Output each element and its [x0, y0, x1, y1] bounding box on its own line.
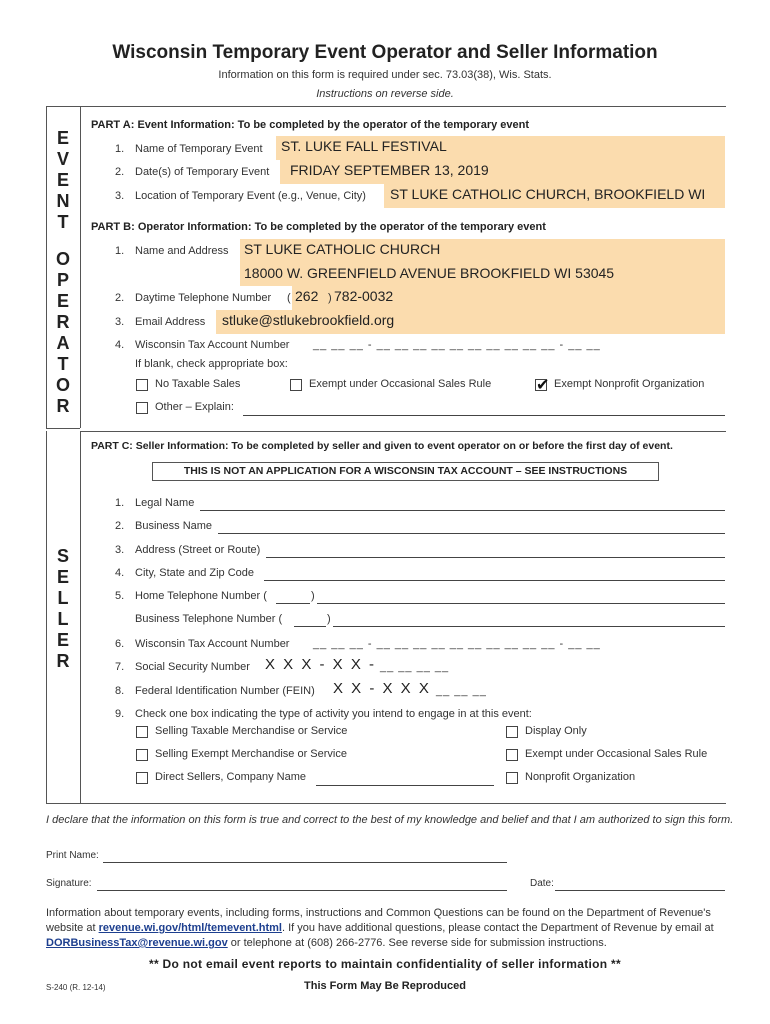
phone-open-paren: (	[287, 292, 291, 304]
direct-sellers-checkbox[interactable]	[136, 772, 148, 784]
date-label: Date:	[530, 878, 554, 889]
business-phone-area-input[interactable]	[294, 626, 326, 627]
event-name-field[interactable]	[276, 136, 725, 160]
event-date-number: 2.	[115, 166, 125, 178]
no-taxable-sales-checkbox[interactable]	[136, 379, 148, 391]
fein-label: Federal Identification Number (FEIN)	[135, 685, 315, 697]
occasional-sales-checkbox[interactable]	[290, 379, 302, 391]
event-location-number: 3.	[115, 190, 125, 202]
home-phone-close-paren: )	[311, 590, 315, 602]
display-only-label: Display Only	[525, 725, 587, 737]
event-date-field[interactable]	[280, 160, 725, 184]
occasional-sales-label: Exempt under Occasional Sales Rule	[309, 378, 492, 390]
check-mark-icon: ✔	[536, 377, 550, 394]
seller-nonprofit-checkbox[interactable]	[506, 772, 518, 784]
not-application-notice: THIS IS NOT AN APPLICATION FOR A WISCONSIN TAX ACCOUNT – SEE INSTRUCTIONS	[152, 462, 659, 481]
display-only-checkbox[interactable]	[506, 726, 518, 738]
other-explain-input[interactable]	[243, 415, 725, 416]
event-sidebar-label: E V E N T	[56, 128, 70, 232]
info-paragraph	[46, 906, 736, 951]
seller-tax-number: 6.	[115, 638, 125, 650]
ssn-label: Social Security Number	[135, 661, 250, 673]
operator-phone-label: Daytime Telephone Number	[135, 292, 272, 304]
nonprofit-checkbox[interactable]	[535, 377, 550, 394]
operator-name-label: Name and Address	[135, 245, 229, 257]
taxable-merch-checkbox[interactable]	[136, 726, 148, 738]
seller-sidebar-label: S E L L E R	[56, 546, 70, 671]
legal-name-label: Legal Name	[135, 497, 195, 509]
left-rule-bottom	[46, 431, 47, 803]
city-state-zip-input[interactable]	[264, 580, 725, 581]
business-phone-label: Business Telephone Number (	[135, 613, 283, 625]
part-b-heading: PART B: Operator Information: To be completed by the operator of the temporary event	[91, 221, 546, 233]
left-rule-top	[46, 106, 47, 428]
ssn-mask: X X X - X X -	[265, 656, 377, 673]
business-phone-close-paren: )	[327, 613, 331, 625]
operator-email-label: Email Address	[135, 316, 206, 328]
fein-number: 8.	[115, 685, 125, 697]
form-number: S-240 (R. 12-14)	[46, 983, 106, 992]
fein-input[interactable]: __ __ __	[436, 685, 487, 697]
part-a-heading: PART A: Event Information: To be completed by the operator of the temporary event	[91, 119, 530, 131]
seller-occasional-label: Exempt under Occasional Sales Rule	[525, 748, 708, 760]
print-name-label: Print Name:	[46, 850, 99, 861]
signature-input[interactable]	[97, 890, 507, 891]
other-label: Other – Explain:	[155, 401, 234, 413]
operator-tax-input[interactable]: __ __ __ - __ __ __ __ __ __ __ __ __ __ - __ __	[313, 339, 601, 351]
section-divider	[80, 431, 726, 432]
seller-tax-label: Wisconsin Tax Account Number	[135, 638, 290, 650]
operator-name-value: ST LUKE CATHOLIC CHURCH	[244, 241, 441, 257]
event-name-label: Name of Temporary Event	[135, 143, 263, 155]
seller-occasional-checkbox[interactable]	[506, 749, 518, 761]
info-text-1: Information about temporary events, including forms, instructions and Common Questions can be found on the Department of Revenue's website at	[46, 907, 711, 934]
nonprofit-label: Exempt Nonprofit Organization	[554, 378, 705, 390]
fein-mask: X X - X X X	[333, 680, 431, 697]
form-subtitle: Information on this form is required under sec. 73.03(38), Wis. Stats.	[218, 69, 552, 81]
operator-address-field[interactable]	[240, 239, 725, 286]
company-name-input[interactable]	[316, 785, 494, 786]
event-date-value: FRIDAY SEPTEMBER 13, 2019	[290, 162, 489, 178]
operator-phone-field[interactable]	[292, 286, 725, 310]
print-name-input[interactable]	[103, 862, 507, 863]
event-name-number: 1.	[115, 143, 125, 155]
seller-tax-input[interactable]: __ __ __ - __ __ __ __ __ __ __ __ __ __ - __ __	[313, 638, 601, 650]
home-phone-label: Home Telephone Number (	[135, 590, 267, 602]
operator-tax-label: Wisconsin Tax Account Number	[135, 339, 290, 351]
event-location-field[interactable]	[384, 184, 725, 208]
operator-phone-number-label-num: 2.	[115, 292, 125, 304]
direct-sellers-label: Direct Sellers, Company Name	[155, 771, 306, 783]
operator-address-value: 18000 W. GREENFIELD AVENUE BROOKFIELD WI 53045	[244, 265, 615, 281]
legal-name-number: 1.	[115, 497, 125, 509]
event-name-value: ST. LUKE FALL FESTIVAL	[281, 138, 447, 154]
sidebar-rule-top	[80, 106, 81, 428]
operator-email-field[interactable]	[216, 310, 725, 334]
event-location-label: Location of Temporary Event (e.g., Venue, City)	[135, 190, 366, 202]
sidebar-rule-bottom	[80, 431, 81, 803]
info-text-2: . If you have additional questions, please contact the Department of Revenue by email at	[281, 922, 714, 934]
city-state-zip-number: 4.	[115, 567, 125, 579]
email-link[interactable]: DORBusinessTax@revenue.wi.gov	[46, 937, 228, 949]
operator-tax-number: 4.	[115, 339, 125, 351]
operator-phone-area: 262	[295, 288, 319, 304]
part-c-heading: PART C: Seller Information: To be completed by seller and given to event operator on or before the first day of event.	[91, 440, 673, 452]
event-date-label: Date(s) of Temporary Event	[135, 166, 270, 178]
top-rule	[46, 106, 726, 107]
operator-email-number: 3.	[115, 316, 125, 328]
business-name-number: 2.	[115, 520, 125, 532]
address-input[interactable]	[266, 557, 725, 558]
business-phone-input[interactable]	[333, 626, 725, 627]
event-location-value: ST LUKE CATHOLIC CHURCH, BROOKFIELD WI	[390, 186, 706, 202]
phone-close-paren: )	[328, 292, 332, 304]
section-divider-left	[46, 428, 80, 429]
home-phone-input[interactable]	[317, 603, 725, 604]
exempt-merch-checkbox[interactable]	[136, 749, 148, 761]
business-name-input[interactable]	[218, 533, 725, 534]
form-title: Wisconsin Temporary Event Operator and Seller Information	[112, 42, 658, 63]
legal-name-input[interactable]	[200, 510, 725, 511]
date-input[interactable]	[555, 890, 725, 891]
seller-nonprofit-label: Nonprofit Organization	[525, 771, 636, 783]
if-blank-label: If blank, check appropriate box:	[135, 358, 288, 370]
address-label: Address (Street or Route)	[135, 544, 261, 556]
address-number: 3.	[115, 544, 125, 556]
confidentiality-warning: ** Do not email event reports to maintain confidentiality of seller information **	[148, 957, 621, 971]
operator-email-value: stluke@stlukebrookfield.org	[222, 312, 395, 328]
home-phone-area-input[interactable]	[276, 603, 310, 604]
ssn-input[interactable]: __ __ __ __	[380, 661, 450, 673]
business-name-label: Business Name	[135, 520, 213, 532]
operator-phone-value: 782-0032	[334, 288, 394, 304]
no-taxable-sales-label: No Taxable Sales	[155, 378, 241, 390]
taxable-merch-label: Selling Taxable Merchandise or Service	[155, 725, 348, 737]
temevent-link[interactable]: revenue.wi.gov/html/temevent.html	[98, 922, 282, 934]
bottom-rule	[46, 803, 726, 804]
info-text-3: or telephone at (608) 266-2776. See reverse side for submission instructions.	[227, 937, 607, 949]
other-checkbox[interactable]	[136, 402, 148, 414]
form-instructions-note: Instructions on reverse side.	[316, 88, 454, 100]
activity-label: Check one box indicating the type of activity you intend to engage in at this event:	[135, 708, 532, 720]
exempt-merch-label: Selling Exempt Merchandise or Service	[155, 748, 347, 760]
ssn-number: 7.	[115, 661, 125, 673]
activity-number: 9.	[115, 708, 125, 720]
operator-sidebar-label: O P E R A T O R	[55, 249, 70, 416]
signature-label: Signature:	[46, 878, 92, 889]
city-state-zip-label: City, State and Zip Code	[135, 567, 255, 579]
operator-name-number: 1.	[115, 245, 125, 257]
declaration-text: I declare that the information on this form is true and correct to the best of my knowledge and belief and that I am authorized to sign this form.	[46, 814, 734, 826]
reproduce-note: This Form May Be Reproduced	[304, 980, 466, 992]
home-phone-number: 5.	[115, 590, 125, 602]
